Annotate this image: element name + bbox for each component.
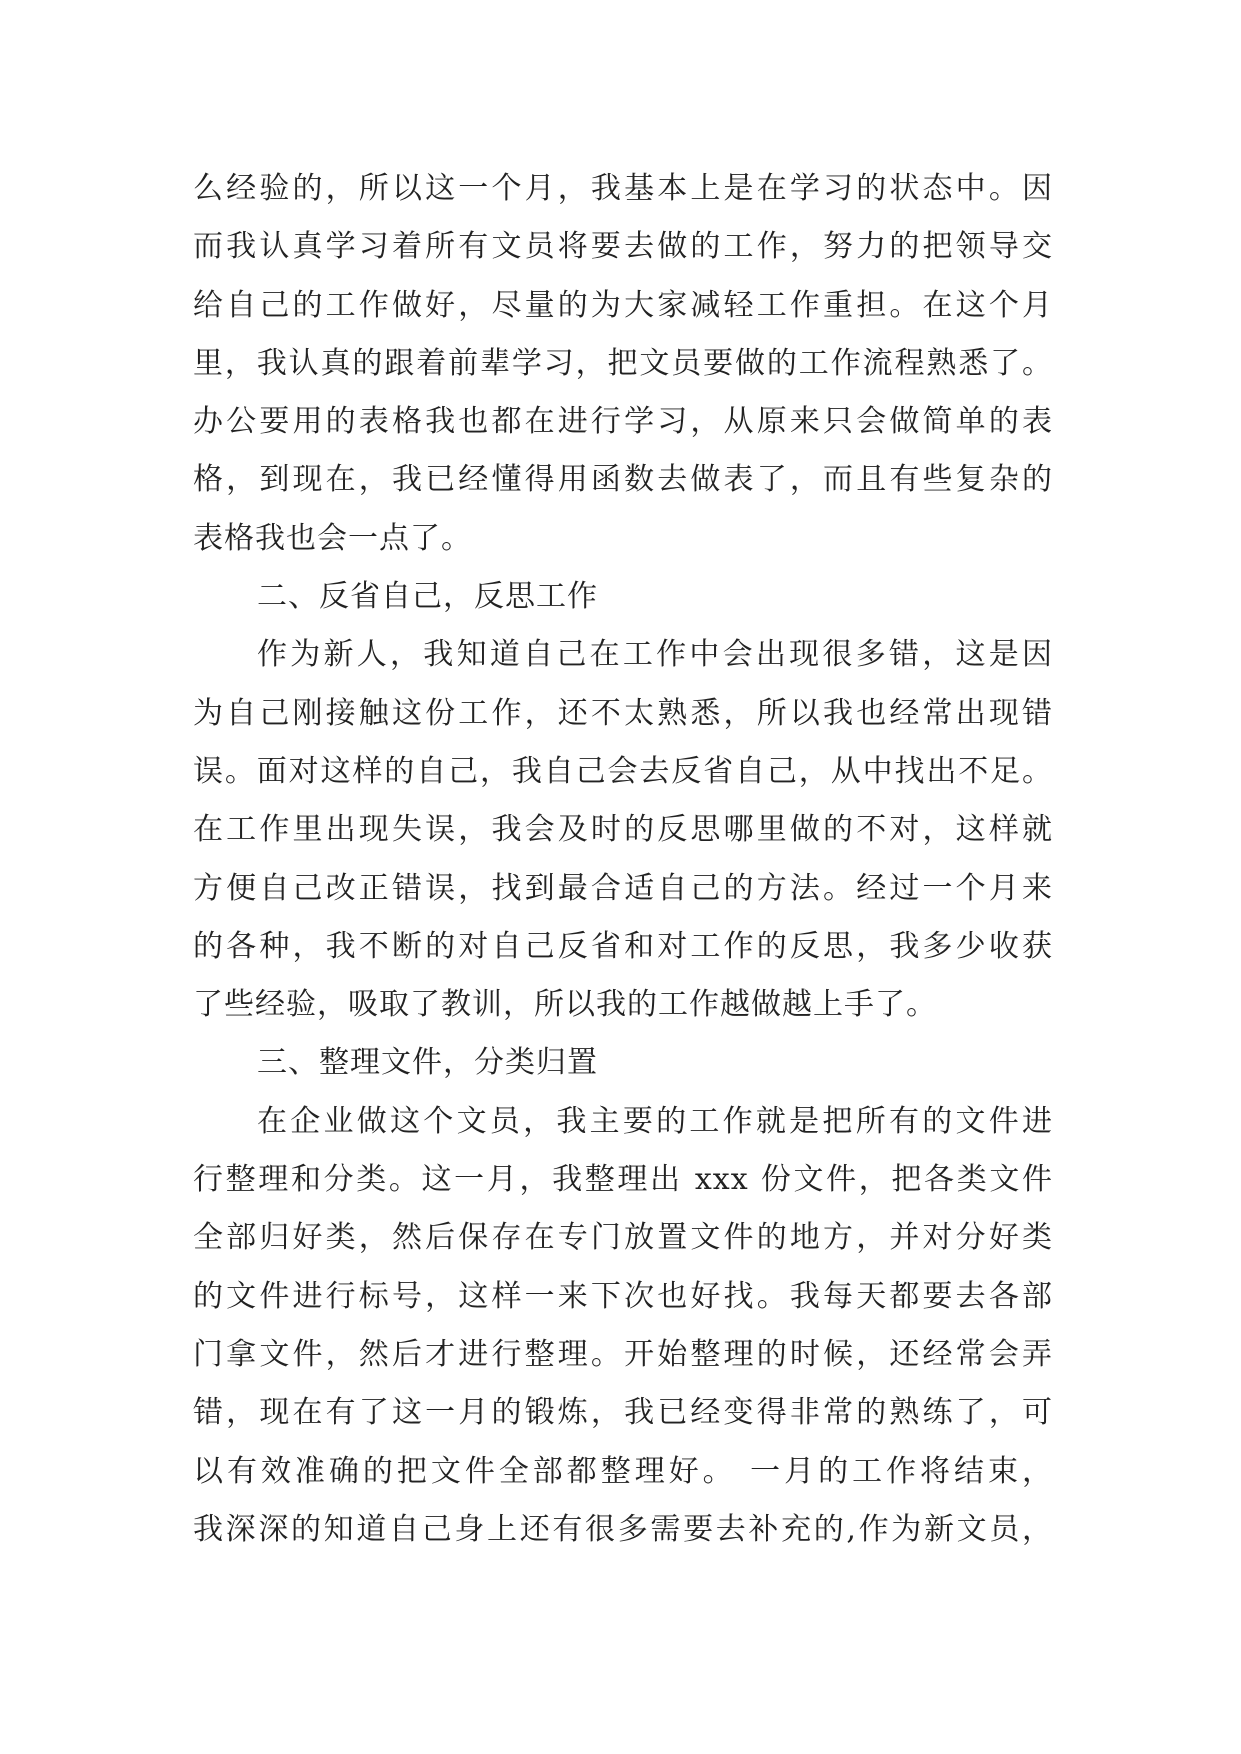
text-line: 格，到现在，我已经懂得用函数去做表了，而且有些复杂的 [193,462,1053,498]
text-line: 的各种，我不断的对自己反省和对工作的反思，我多少收获 [193,928,1053,964]
text-line: 全部归好类，然后保存在专门放置文件的地方，并对分好类 [193,1220,1053,1256]
text-line: 么经验的，所以这一个月，我基本上是在学习的状态中。因 [193,171,1053,206]
document-body [193,160,1053,1559]
text-line: 的文件进行标号，这样一来下次也好找。我每天都要去各部 [193,1278,1053,1314]
text-line: 方便自己改正错误，找到最合适自己的方法。经过一个月来 [193,870,1053,906]
section-heading: 三、整理文件，分类归置 [257,1045,598,1081]
text-line: 误。面对这样的自己，我自己会去反省自己，从中找出不足。 [193,753,1053,789]
text-line: 以有效准确的把文件全部都整理好。 一月的工作将结束， [193,1453,1053,1489]
text-line: 在企业做这个文员，我主要的工作就是把所有的文件进 [257,1103,1053,1139]
text-line: 了些经验，吸取了教训，所以我的工作越做越上手了。 [193,987,937,1023]
text-line: 在工作里出现失误，我会及时的反思哪里做的不对，这样就 [193,812,1053,848]
text-line: 为自己刚接触这份工作，还不太熟悉，所以我也经常出现错 [193,695,1053,731]
text-line: 作为新人，我知道自己在工作中会出现很多错，这是因 [257,637,1053,673]
text-line: 行整理和分类。这一月，我整理出 xxx 份文件，把各类文件 [193,1162,1053,1198]
text-line: 我深深的知道自己身上还有很多需要去补充的,作为新文员， [193,1511,1053,1547]
text-line: 给自己的工作做好，尽量的为大家减轻工作重担。在这个月 [193,287,1053,323]
text-line: 错，现在有了这一月的锻炼，我已经变得非常的熟练了，可 [193,1395,1053,1431]
text-line: 办公要用的表格我也都在进行学习，从原来只会做简单的表 [193,404,1053,440]
text-line: 而我认真学习着所有文员将要去做的工作，努力的把领导交 [193,229,1053,265]
text-line: 表格我也会一点了。 [193,520,472,556]
text-line: 门拿文件，然后才进行整理。开始整理的时候，还经常会弄 [193,1336,1053,1372]
text-line: 里，我认真的跟着前辈学习，把文员要做的工作流程熟悉了。 [193,345,1053,381]
section-heading: 二、反省自己，反思工作 [257,579,598,615]
